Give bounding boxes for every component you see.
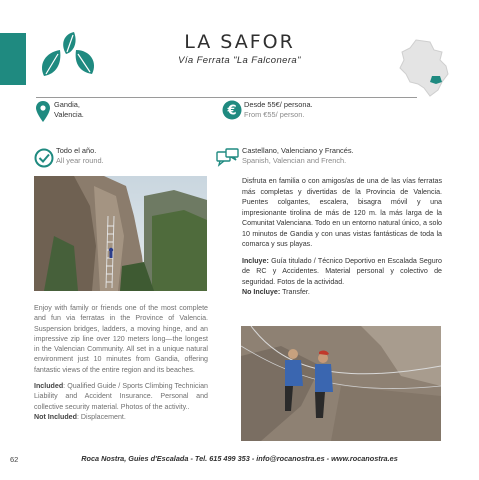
page-title: LA SAFOR bbox=[184, 31, 295, 53]
languages-en: Spanish, Valencian and French. bbox=[242, 156, 347, 165]
location-info bbox=[36, 100, 196, 120]
english-description: Enjoy with family or friends one of the most complete and fun via ferratas in the Province of Valencia. Suspension bridges, ladders, a moving hinge, and an impressive zip line over 120 meters long—the longest in the Valencian Community. All set in a unique natural environment just 10 minutes from Gandia, offering fantastic views of the entire region and its beaches. bbox=[34, 304, 208, 374]
season-en: All year round. bbox=[56, 156, 104, 165]
price-info bbox=[222, 100, 422, 120]
price-en: From €55/ person. bbox=[244, 110, 305, 119]
euro-symbol: € bbox=[227, 103, 237, 119]
euro-icon bbox=[222, 100, 242, 120]
season-es: Todo el año. bbox=[56, 146, 97, 155]
location-en: Valencia. bbox=[54, 110, 84, 119]
check-circle-icon bbox=[34, 148, 54, 168]
spanish-not-included-label: No Incluye: bbox=[242, 288, 281, 296]
spanish-text bbox=[242, 176, 442, 304]
via-ferrata-ladder-photo bbox=[34, 176, 207, 291]
english-included-label: Included bbox=[34, 382, 64, 391]
english-included-text: : Qualified Guide / Sports Climbing Technician Liability and Accident Insurance. Personal and collective security material. Photos of the activity.. bbox=[34, 382, 208, 411]
english-not-included-label: Not Included bbox=[34, 412, 77, 421]
location-es: Gandia, bbox=[54, 100, 80, 109]
languages-info bbox=[216, 146, 446, 166]
english-included bbox=[34, 381, 208, 422]
spanish-not-included-text: Transfer. bbox=[282, 288, 310, 296]
languages-es: Castellano, Valenciano y Francés. bbox=[242, 146, 354, 155]
page-number: 62 bbox=[10, 455, 19, 464]
speech-bubbles-icon bbox=[216, 148, 240, 168]
footer-contact: Roca Nostra, Guies d'Escalada - Tel. 615 499 353 - info@rocanostra.es - www.rocanostra.es bbox=[81, 454, 398, 463]
header-divider bbox=[36, 97, 417, 98]
english-not-included-text: : Displacement. bbox=[76, 412, 126, 421]
season-info bbox=[34, 146, 194, 166]
map-pin-icon bbox=[36, 101, 50, 123]
spanish-included bbox=[242, 256, 442, 298]
spanish-included-text: Guía titulado / Técnico Deportivo en Escalada Seguro de RC y Accidentes. Material personal y colectivo de seguridad. Fotos de la actividad. bbox=[242, 256, 442, 286]
price-es: Desde 55€/ persona. bbox=[244, 100, 313, 109]
spanish-included-label: Incluye: bbox=[242, 256, 269, 265]
region-map bbox=[396, 38, 454, 98]
english-text bbox=[34, 303, 208, 428]
page-subtitle: Vía Ferrata "La Falconera" bbox=[178, 55, 301, 66]
climbers-photo bbox=[241, 326, 441, 441]
spanish-description: Disfruta en familia o con amigos/as de una de las vías ferratas más completas y divertidas de la Provincia de Valencia. Puentes colgantes, escalera, bisagra móvil y una impresionante tirolina de más de 120 m. la más larga de la Comunitat Valenciana. Todo en un entorno natural único, a solo 10 minutos de Gandia y con unas vistas fantásticas de toda la comarca y sus playas. bbox=[242, 177, 442, 248]
